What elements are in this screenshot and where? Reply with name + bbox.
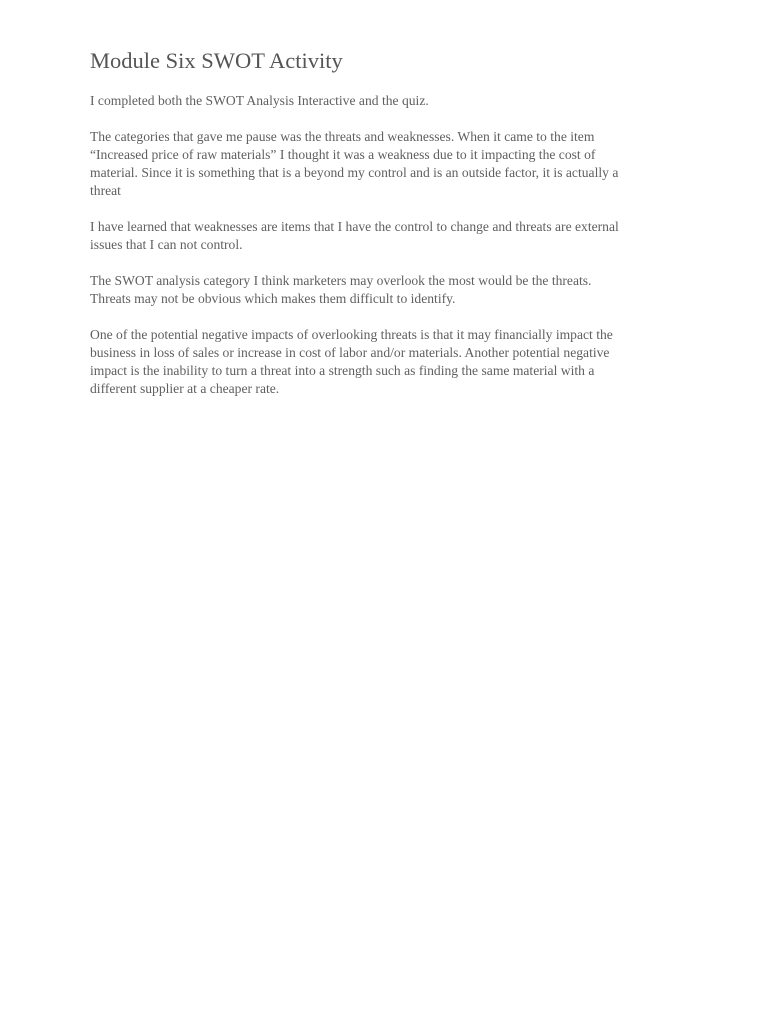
- paragraph-impacts: [90, 326, 690, 398]
- paragraph-overlook: [90, 272, 690, 308]
- paragraph-line: business in loss of sales or increase in cost of labor and/or materials. Another potential negative: [90, 345, 610, 360]
- paragraph-line: different supplier at a cheaper rate.: [90, 381, 280, 396]
- document-body: [90, 46, 690, 416]
- paragraph-line: impact is the inability to turn a threat into a strength such as finding the same material with a: [90, 363, 595, 378]
- paragraph-line: “Increased price of raw materials” I thought it was a weakness due to it impacting the cost of: [90, 147, 596, 162]
- paragraph-line: I completed both the SWOT Analysis Interactive and the quiz.: [90, 93, 429, 108]
- paragraph-categories: [90, 128, 690, 200]
- paragraph-learned: [90, 218, 690, 254]
- document-title: Module Six SWOT Activity: [90, 48, 343, 73]
- paragraph-line: Threats may not be obvious which makes them difficult to identify.: [90, 291, 456, 306]
- paragraph-line: The categories that gave me pause was the threats and weaknesses. When it came to the item: [90, 129, 595, 144]
- paragraph-line: I have learned that weaknesses are items that I have the control to change and threats are external: [90, 219, 619, 234]
- paragraph-line: One of the potential negative impacts of overlooking threats is that it may financially impact the: [90, 327, 613, 342]
- paragraph-line: threat: [90, 183, 121, 198]
- paragraph-line: The SWOT analysis category I think marketers may overlook the most would be the threats.: [90, 273, 592, 288]
- paragraph-completion: [90, 92, 690, 110]
- paragraph-line: issues that I can not control.: [90, 237, 243, 252]
- paragraph-line: material. Since it is something that is a beyond my control and is an outside factor, it is actually a: [90, 165, 619, 180]
